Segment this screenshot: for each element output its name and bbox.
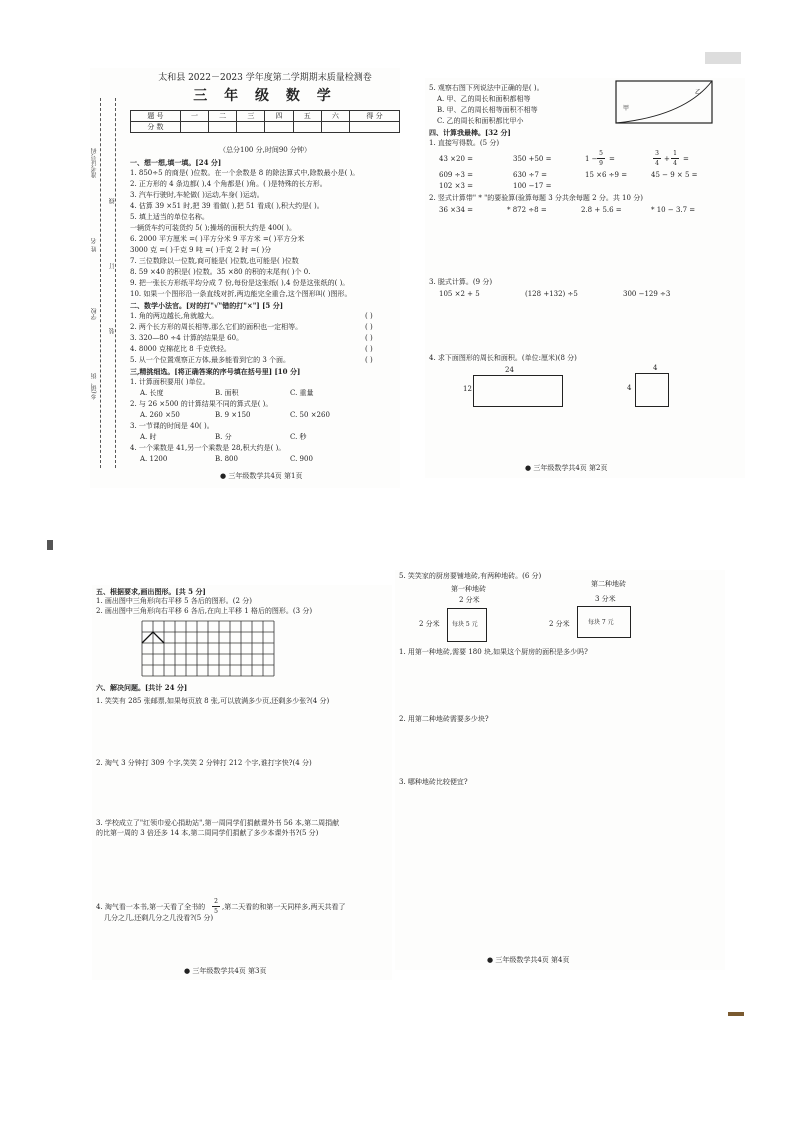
choice-question: 3. 一节课的时间是 40( )。 (130, 422, 214, 430)
binding-line (115, 98, 116, 468)
judge-answer-box[interactable]: ( ) (365, 334, 373, 342)
choice-option[interactable]: A. 甲、乙的周长和面积都相等 (437, 95, 531, 103)
page-4 (395, 570, 725, 970)
judge-item: 4. 8000 克棉花比 8 千克铁轻。 (130, 345, 231, 353)
choice-option[interactable]: B. 800 (215, 455, 238, 463)
question-line: 1. 画出图中三角形向右平移 5 各后的图形。(2 分) (96, 597, 252, 605)
section-2-title: 二、数学小法官。[对的打"√"错的打"×"] [5 分] (130, 301, 284, 310)
judge-item: 1. 角的两边越长,角就越大。 (130, 312, 219, 320)
score-header: 得 分 (350, 111, 400, 122)
square-top-label: 4 (653, 364, 658, 372)
page-1 (90, 68, 400, 488)
choice-option[interactable]: C. 乙的周长和面积都比甲小 (437, 117, 524, 125)
question-line: 7. 三位数除以一位数,商可能是( )位数,也可能是( )位数 (130, 257, 299, 265)
scan-mark (705, 52, 741, 64)
choice-question: 1. 计算面积要用( )单位。 (130, 378, 210, 386)
choice-option[interactable]: C. 重量 (290, 389, 314, 397)
calc-item: (128 +132) ÷5 (525, 290, 578, 298)
side-label-town: 乡(镇、街 (91, 373, 98, 400)
calc-item: 105 ×2 + 5 (439, 290, 480, 298)
question-line: 5. 笑笑家的厨房要铺地砖,有两种地砖。(6 分) (399, 572, 542, 580)
subject-title: 三 年 级 数 学 (193, 88, 337, 104)
word-problem: 几分之几,还剩几分之几没看?(5 分) (104, 914, 214, 922)
fraction-denominator: 4 (673, 160, 677, 167)
tile-2-price: 每块 7 元 (588, 619, 614, 626)
choice-option[interactable]: A. 260 ×50 (140, 411, 180, 419)
page-footer-text: 三年级数学共4页 第2页 (533, 464, 608, 472)
score-cell[interactable] (293, 122, 321, 133)
word-problem: ,第二天看的和第一天同样多,两天共看了 (222, 903, 346, 911)
calc-item: 43 ×20 = (439, 155, 473, 163)
choice-option[interactable]: A. 时 (140, 433, 157, 441)
word-problem: 的比第一周的 3 倍还多 14 本,第二周同学们捐献了多少本课外书?(5 分) (96, 829, 319, 837)
choice-option[interactable]: C. 900 (290, 455, 313, 463)
score-header: 二 (209, 111, 237, 122)
question-line: 5. 填上适当的单位名称。 (130, 213, 209, 221)
score-cell[interactable] (180, 122, 208, 133)
score-cell[interactable] (209, 122, 237, 133)
choice-option[interactable]: A. 1200 (140, 455, 168, 463)
question-line: 1. 850÷5 的商是( )位数。在一个余数是 8 的除法算式中,除数最小是( )。 (130, 169, 360, 177)
question-line: 4. 估算 39 ×51 时,把 39 看做( ),把 51 看成( ),积大约是( )。 (130, 202, 324, 210)
fraction-numerator: 5 (597, 149, 605, 159)
choice-option[interactable]: C. 50 ×260 (290, 411, 330, 419)
side-label-seal: 装 (109, 328, 116, 334)
choice-option[interactable]: B. 9 ×150 (215, 411, 251, 419)
page-footer-text: 三年级数学共4页 第4页 (495, 956, 570, 964)
tile-2-side: 2 分米 (549, 620, 570, 628)
calc-item: 300 −129 ÷3 (623, 290, 671, 298)
calc-item: 630 ÷7 = (513, 171, 547, 179)
fraction-denominator: 5 (214, 908, 218, 915)
calc-item: + (664, 155, 670, 163)
question-line: 8. 59 ×40 的积是( )位数。35 ×80 的积的末尾有( )个 0. (130, 268, 311, 276)
calc-3-title: 3. 脱式计算。(9 分) (429, 278, 493, 286)
square-figure (635, 373, 669, 407)
tile-1-price: 每块 5 元 (452, 621, 478, 628)
figure-label-yi: 乙 (695, 89, 702, 96)
score-header: 三 (237, 111, 265, 122)
fraction-numerator: 1 (671, 149, 679, 159)
section-3-title: 三,精挑细选。[将正确答案的序号填在括号里] [10 分] (130, 367, 301, 376)
word-problem: 3. 学校成立了"红领巾爱心捐助站",第一周同学们捐献课外书 56 本,第二周捐献 (96, 819, 340, 827)
calc-item: 102 ×3 = (439, 182, 473, 190)
side-label-line: 线 (109, 198, 116, 204)
choice-option[interactable]: C. 秒 (290, 433, 307, 441)
side-label-bind: 订 (109, 263, 116, 269)
page-footer: ● 三年级数学共4页 第3页 (184, 967, 267, 975)
choice-option[interactable]: B. 甲、乙的周长相等面积不相等 (437, 106, 538, 114)
tile-1-top: 2 分米 (459, 596, 480, 604)
square-side-label: 4 (627, 384, 632, 392)
question-line: 3. 汽车行驶时,车轮做( )运动,车身( )运动。 (130, 191, 264, 199)
sub-question: 2. 用第二种地砖需要多少块? (399, 715, 489, 723)
choice-option[interactable]: B. 面积 (215, 389, 239, 397)
question-line: 一辆货车约可装货约 5( );操场的面积大约是 400( )。 (130, 224, 296, 232)
calc-item: 100 −17 = (513, 182, 552, 190)
jia-yi-figure (615, 80, 715, 126)
fraction-denominator: 9 (599, 160, 603, 167)
judge-item: 5. 从一个位置观察正方体,最多能看到它的 3 个面。 (130, 356, 291, 364)
calc-item: 45 − 9 × 5 = (651, 171, 698, 179)
calc-item: 609 ÷3 = (439, 171, 473, 179)
section-4-title: 四、计算我最棒。[32 分] (429, 128, 511, 137)
rectangle-figure (473, 375, 563, 407)
judge-answer-box[interactable]: ( ) (365, 356, 373, 364)
judge-answer-box[interactable]: ( ) (365, 345, 373, 353)
question-line: 6. 2000 平方厘米 =( )平方分米 9 平方米 =( )平方分米 (130, 235, 305, 243)
score-cell[interactable] (321, 122, 349, 133)
section-6-title: 六、解决问题。[共计 24 分] (96, 683, 188, 692)
calc-item: 15 ×6 ÷9 = (585, 171, 628, 179)
calc-item: * 872 ÷8 = (507, 206, 547, 214)
page-footer: ● 三年级数学共4页 第2页 (525, 464, 608, 472)
fraction-denominator: 4 (655, 160, 659, 167)
fraction-numerator: 2 (212, 897, 220, 907)
score-header: 一 (180, 111, 208, 122)
calc-1-title: 1. 直接写得数。(5 分) (429, 139, 500, 147)
figure-label-jia: 甲 (623, 105, 630, 112)
question-line: 3000 克 =( )千克 9 吨 =( )千克 2 时 =( )分 (130, 246, 272, 254)
tile-2-top: 3 分米 (595, 595, 616, 603)
exam-title: 太和县 2022－2023 学年度第二学期期末质量检测卷 (158, 73, 372, 83)
translation-grid (140, 619, 280, 679)
calc-item: = (609, 155, 615, 163)
section-5-title: 五、根据要求,画出图形。[共 5 分] (96, 587, 206, 596)
fraction-numerator: 3 (653, 149, 661, 159)
score-cell[interactable] (237, 122, 265, 133)
score-row-label: 分 数 (131, 122, 181, 133)
score-header: 题 号 (131, 111, 181, 122)
calc-item: 36 ×34 = (439, 206, 473, 214)
question-line: 5. 观察右图下列说法中正确的是( )。 (429, 84, 544, 92)
calc-item: 1 − (585, 155, 598, 163)
calc-item: * 10 − 3.7 = (651, 206, 696, 214)
scan-mark (47, 540, 53, 550)
word-problem: 2. 淘气 3 分钟打 309 个字,笑笑 2 分钟打 212 个字,谁打字快?(4 分) (96, 759, 312, 767)
sub-question: 3. 哪种地砖比较便宜? (399, 778, 468, 786)
calc-item: 350 +50 = (513, 155, 552, 163)
calc-item: 2.8 + 5.6 = (581, 206, 622, 214)
side-label-name: 姓 名 (91, 238, 98, 252)
judge-item: 2. 两个长方形的周长相等,那么它们的面积也一定相等。 (130, 323, 303, 331)
judge-answer-box[interactable]: ( ) (365, 312, 373, 320)
side-label-school: 学校 (91, 308, 98, 320)
question-line: 2. 画出图中三角形向右平移 6 各后,在向上平移 1 格后的图形。(3 分) (96, 607, 313, 615)
choice-option[interactable]: A. 长度 (140, 389, 164, 397)
calc-item: = (683, 155, 689, 163)
side-label-exam-no: 准考证号码 (91, 148, 98, 178)
binding-line (100, 98, 101, 468)
question-line: 10. 如果一个图形沿一条直线对折,两边能完全重合,这个图形叫( )图形。 (130, 290, 352, 298)
section-1-title: 一、想一想,填一填。[24 分] (130, 158, 222, 167)
score-cell[interactable] (265, 122, 293, 133)
scan-mark (728, 1012, 744, 1016)
tile-1-side: 2 分米 (419, 620, 440, 628)
page-3 (92, 585, 392, 980)
judge-answer-box[interactable]: ( ) (365, 323, 373, 331)
total-note: （总分100 分,时间90 分钟） (219, 146, 311, 154)
sub-question: 1. 用第一种地砖,需要 180 块,如果这个厨房的面积是多少吗? (399, 648, 588, 656)
score-cell[interactable] (350, 122, 400, 133)
calc-4-title: 4. 求下面图形的周长和面积。(单位:厘米)(8 分) (429, 354, 577, 362)
word-problem: 1. 笑笑有 285 张邮票,如果每页放 8 张,可以放满多少页,还剩多少张?(4 分) (96, 697, 330, 705)
page-footer: ● 三年级数学共4页 第1页 (220, 472, 303, 480)
calc-2-title: 2. 竖式计算带" * "的要验算(验算每题 3 分共余每题 2 分。共 10 分) (429, 194, 643, 202)
score-header: 五 (293, 111, 321, 122)
page-footer-text: 三年级数学共4页 第3页 (192, 967, 267, 975)
rect-top-label: 24 (505, 366, 514, 374)
question-line: 2. 正方形的 4 条边都( ),4 个角都是( )角。( )是特殊的长方形。 (130, 180, 327, 188)
score-header: 六 (321, 111, 349, 122)
question-line: 9. 把一张长方形纸平均分成 7 份,每份是这张纸( ),4 份是这张纸的( )。 (130, 279, 350, 287)
tile-2-title: 第二种地砖 (591, 580, 626, 588)
score-header: 四 (265, 111, 293, 122)
choice-question: 4. 一个乘数是 41,另一个乘数是 28,积大约是( )。 (130, 444, 286, 452)
choice-question: 2. 与 26 ×500 的计算结果不同的算式是( )。 (130, 400, 273, 408)
rect-side-label: 12 (463, 385, 472, 393)
word-problem: 4. 淘气看一本书,第一天看了全书的 (96, 903, 206, 911)
page-footer: ● 三年级数学共4页 第4页 (487, 956, 570, 964)
choice-option[interactable]: B. 分 (215, 433, 232, 441)
tile-1-title: 第一种地砖 (451, 585, 486, 593)
page-2 (425, 78, 745, 478)
score-table (130, 110, 400, 133)
page-footer-text: 三年级数学共4页 第1页 (228, 472, 303, 480)
judge-item: 3. 320—80 ÷4 计算的结果是 60。 (130, 334, 244, 342)
